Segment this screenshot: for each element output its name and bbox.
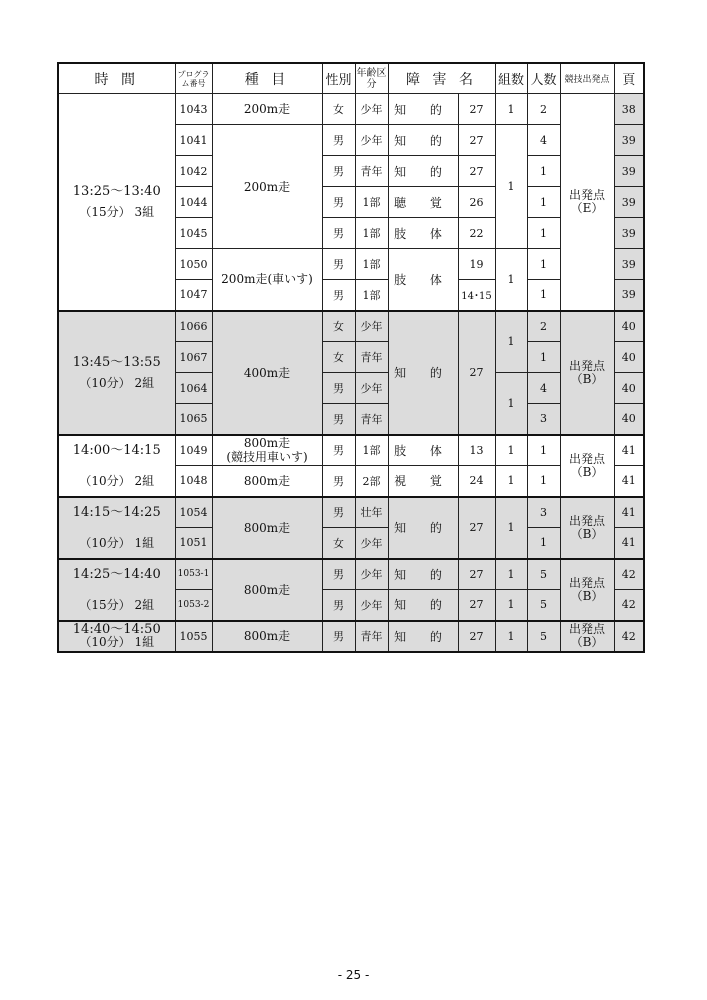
page-footer-number: - 25 - [337, 968, 370, 982]
disability-class: 27 [458, 497, 495, 559]
time-range: 14:00～14:15 [72, 442, 161, 458]
person-count: 3 [527, 404, 560, 435]
program-number: 1065 [175, 404, 212, 435]
person-count: 4 [527, 373, 560, 404]
event-name: 200m走 [212, 125, 322, 249]
person-count: 4 [527, 125, 560, 156]
sex: 男 [322, 404, 355, 435]
page-number: 40 [614, 373, 644, 404]
start-point: 出発点（B） [560, 497, 614, 559]
start-point: 出発点（B） [560, 559, 614, 621]
person-count: 2 [527, 311, 560, 342]
header-count: 人数 [527, 63, 560, 94]
event-name-line1: 800m走 [243, 436, 291, 451]
sex: 女 [322, 311, 355, 342]
disability-class: 27 [458, 311, 495, 435]
header-row [58, 63, 644, 94]
page-number: 41 [614, 497, 644, 528]
header-time: 時 間 [58, 63, 175, 94]
person-count: 5 [527, 590, 560, 621]
program-number: 1053-2 [175, 590, 212, 621]
sex: 男 [322, 280, 355, 311]
time-duration: （10分） 1組 [79, 635, 155, 649]
age-class: 1部 [355, 435, 388, 466]
disability-class: 27 [458, 156, 495, 187]
sex: 男 [322, 559, 355, 590]
page-number: 39 [614, 280, 644, 311]
page-number: 42 [614, 590, 644, 621]
disability-name: 知 的 [388, 621, 458, 652]
disability-name: 知 的 [388, 125, 458, 156]
table-row [58, 435, 644, 466]
event-name: 800m走 [212, 466, 322, 497]
age-class: 1部 [355, 218, 388, 249]
header-disability: 障 害 名 [388, 63, 495, 94]
age-class: 青年 [355, 404, 388, 435]
program-number: 1044 [175, 187, 212, 218]
event-name: 800m走 [212, 497, 322, 559]
disability-name: 肢 体 [388, 249, 458, 311]
start-point: 出発点（B） [560, 621, 614, 652]
disability-class: 26 [458, 187, 495, 218]
disability-class: 14･15 [458, 280, 495, 311]
time-duration: （10分） 1組 [79, 535, 155, 550]
page-number: 41 [614, 528, 644, 559]
disability-name: 知 的 [388, 559, 458, 590]
table-row [58, 311, 644, 342]
page-number: 38 [614, 94, 644, 125]
time-range: 13:45～13:55 [72, 354, 161, 370]
person-count: 1 [527, 187, 560, 218]
person-count: 3 [527, 497, 560, 528]
group-count: 1 [495, 373, 527, 435]
event-name-line2: (競技用車いす) [226, 450, 308, 465]
age-class: 少年 [355, 528, 388, 559]
time-cell [58, 435, 175, 497]
disability-name: 聴 覚 [388, 187, 458, 218]
page-number: 42 [614, 621, 644, 652]
time-range: 14:40～14:50 [72, 622, 161, 637]
group-count: 1 [495, 497, 527, 559]
age-class: 青年 [355, 342, 388, 373]
page-number: 41 [614, 466, 644, 497]
table-row [58, 621, 644, 652]
time-cell [58, 559, 175, 621]
time-range: 14:25～14:40 [72, 566, 161, 582]
sex: 女 [322, 528, 355, 559]
page-number: 39 [614, 218, 644, 249]
page-number: 40 [614, 404, 644, 435]
schedule-table [57, 62, 645, 653]
time-cell [58, 497, 175, 559]
program-number: 1053-1 [175, 559, 212, 590]
disability-name: 知 的 [388, 156, 458, 187]
event-name [212, 435, 322, 466]
group-count: 1 [495, 466, 527, 497]
person-count: 1 [527, 435, 560, 466]
group-count: 1 [495, 435, 527, 466]
group-count: 1 [495, 125, 527, 249]
program-number: 1064 [175, 373, 212, 404]
table-row [58, 94, 644, 125]
group-count: 1 [495, 249, 527, 311]
page-number: 40 [614, 311, 644, 342]
group-count: 1 [495, 559, 527, 590]
table-row [58, 497, 644, 528]
event-name: 200m走(車いす) [212, 249, 322, 311]
page-number: 41 [614, 435, 644, 466]
age-class: 少年 [355, 94, 388, 125]
sex: 男 [322, 466, 355, 497]
person-count: 1 [527, 249, 560, 280]
header-sex: 性別 [322, 63, 355, 94]
time-duration: （10分） 2組 [79, 473, 155, 488]
group-count: 1 [495, 311, 527, 373]
sex: 男 [322, 156, 355, 187]
age-class: 1部 [355, 249, 388, 280]
person-count: 1 [527, 218, 560, 249]
header-page: 頁 [614, 63, 644, 94]
person-count: 1 [527, 342, 560, 373]
program-number: 1048 [175, 466, 212, 497]
sex: 男 [322, 621, 355, 652]
disability-name: 知 的 [388, 497, 458, 559]
page-number: 39 [614, 187, 644, 218]
age-class: 1部 [355, 280, 388, 311]
sex: 男 [322, 125, 355, 156]
page-number: 40 [614, 342, 644, 373]
program-number: 1051 [175, 528, 212, 559]
time-range: 13:25～13:40 [72, 183, 161, 199]
page-number: 39 [614, 249, 644, 280]
age-class: 壮年 [355, 497, 388, 528]
group-count: 1 [495, 590, 527, 621]
disability-class: 19 [458, 249, 495, 280]
age-class: 少年 [355, 125, 388, 156]
program-number: 1049 [175, 435, 212, 466]
program-number: 1043 [175, 94, 212, 125]
disability-name: 視 覚 [388, 466, 458, 497]
program-number: 1041 [175, 125, 212, 156]
header-program: プログラム番号 [175, 63, 212, 94]
person-count: 1 [527, 156, 560, 187]
header-groups: 組数 [495, 63, 527, 94]
program-number: 1067 [175, 342, 212, 373]
sex: 女 [322, 94, 355, 125]
program-number: 1045 [175, 218, 212, 249]
time-range: 14:15～14:25 [72, 504, 161, 520]
time-cell [58, 621, 175, 652]
disability-class: 27 [458, 94, 495, 125]
header-event: 種 目 [212, 63, 322, 94]
time-cell [58, 311, 175, 435]
disability-class: 22 [458, 218, 495, 249]
person-count: 1 [527, 466, 560, 497]
start-point: 出発点（B） [560, 435, 614, 497]
sex: 男 [322, 497, 355, 528]
sex: 男 [322, 187, 355, 218]
disability-name: 知 的 [388, 311, 458, 435]
sex: 男 [322, 249, 355, 280]
disability-class: 27 [458, 621, 495, 652]
person-count: 1 [527, 528, 560, 559]
sex: 男 [322, 590, 355, 621]
disability-class: 24 [458, 466, 495, 497]
sex: 男 [322, 373, 355, 404]
age-class: 1部 [355, 187, 388, 218]
age-class: 少年 [355, 559, 388, 590]
group-count: 1 [495, 621, 527, 652]
table-row [58, 559, 644, 590]
time-cell [58, 94, 175, 311]
disability-name: 肢 体 [388, 218, 458, 249]
disability-name: 知 的 [388, 94, 458, 125]
group-count: 1 [495, 94, 527, 125]
page-number: 42 [614, 559, 644, 590]
header-start-point: 競技出発点 [560, 63, 614, 94]
disability-class: 13 [458, 435, 495, 466]
start-point: 出発点（E） [560, 94, 614, 311]
age-class: 青年 [355, 156, 388, 187]
person-count: 2 [527, 94, 560, 125]
sex: 女 [322, 342, 355, 373]
event-name: 400m走 [212, 311, 322, 435]
person-count: 1 [527, 280, 560, 311]
disability-class: 27 [458, 590, 495, 621]
age-class: 2部 [355, 466, 388, 497]
time-duration: （10分） 2組 [79, 375, 155, 390]
person-count: 5 [527, 621, 560, 652]
program-number: 1047 [175, 280, 212, 311]
age-class: 少年 [355, 373, 388, 404]
page-number: 39 [614, 125, 644, 156]
person-count: 5 [527, 559, 560, 590]
disability-class: 27 [458, 559, 495, 590]
disability-class: 27 [458, 125, 495, 156]
start-point: 出発点（B） [560, 311, 614, 435]
age-class: 青年 [355, 621, 388, 652]
program-number: 1054 [175, 497, 212, 528]
event-name: 200m走 [212, 94, 322, 125]
event-name: 800m走 [212, 559, 322, 621]
sex: 男 [322, 435, 355, 466]
disability-name: 知 的 [388, 590, 458, 621]
page-number: 39 [614, 156, 644, 187]
disability-name: 肢 体 [388, 435, 458, 466]
program-number: 1050 [175, 249, 212, 280]
time-duration: （15分） 3組 [79, 204, 155, 219]
program-number: 1055 [175, 621, 212, 652]
age-class: 少年 [355, 311, 388, 342]
event-name: 800m走 [212, 621, 322, 652]
age-class: 少年 [355, 590, 388, 621]
time-duration: （15分） 2組 [79, 597, 155, 612]
header-age: 年齢区分 [355, 63, 388, 94]
program-number: 1066 [175, 311, 212, 342]
program-number: 1042 [175, 156, 212, 187]
sex: 男 [322, 218, 355, 249]
